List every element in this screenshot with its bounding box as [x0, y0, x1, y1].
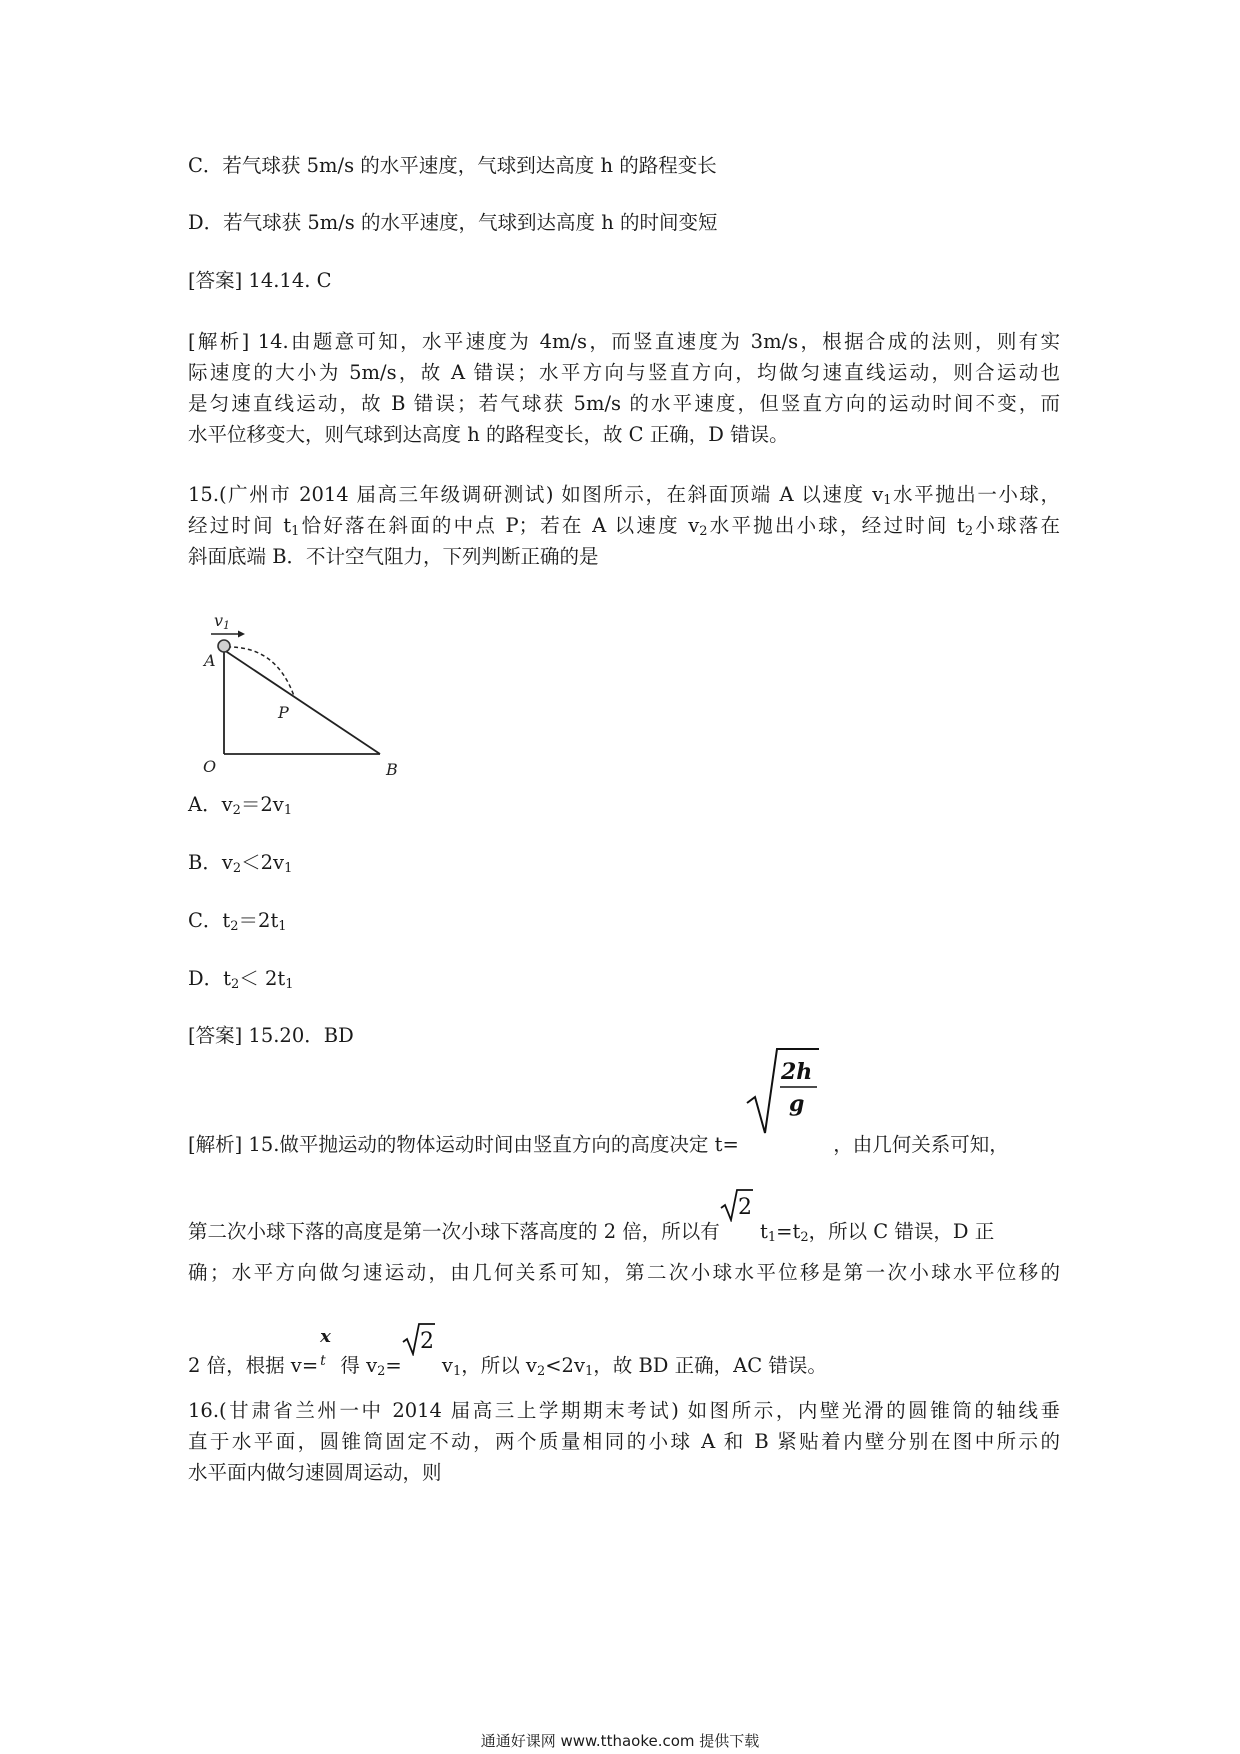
q15-option-a: A．$v_2=2v_1$ [188, 793, 293, 818]
svg-text:g: g [789, 1091, 805, 1117]
q15-stem-line-3: 斜面底端 B．不计空气阻力，下列判断正确的是 [188, 545, 599, 568]
q14-option-c: C．若气球获 5m/s 的水平速度，气球到达高度 h 的路程变长 [188, 154, 717, 177]
q16-stem-line-2: 直于水平面，圆锥筒固定不动，两个质量相同的小球 A 和 B 紧贴着内壁分别在图中所示的 [188, 1430, 1060, 1453]
sqrt-2h-over-g [745, 1059, 821, 1151]
q14-analysis-line-4: 水平位移变大，则气球到达高度 h 的路程变长，故 C 正确，D 错误。 [188, 423, 789, 446]
q14-option-d: D．若气球获 5m/s 的水平速度，气球到达高度 h 的时间变短 [188, 211, 718, 234]
q14-analysis-line-3: 是匀速直线运动，故 B 错误；若气球获 5m/s 的水平速度，但竖直方向的运动时间不变，而 [188, 392, 1060, 415]
q14-answer: [答案] 14.14. C [188, 269, 332, 292]
sqrt-two [720, 1195, 754, 1238]
label-p: P [278, 703, 289, 722]
q16-stem-line-1: 16.(甘肃省兰州一中 2014 届高三上学期期末考试) 如图所示，内壁光滑的圆锥筒的轴线垂 [188, 1399, 1060, 1422]
q15-stem-line-2: 经过时间 $t_1$恰好落在斜面的中点 P；若在 A 以速度 $v_2$水平抛出小球，经过时间 $t_2$小球落在 [188, 514, 1061, 539]
q14-analysis-line-1: [解析] 14.由题意可知，水平速度为 4m/s，而竖直速度为 3m/s，根据合成的法则，则有实 [188, 330, 1060, 353]
label-o: O [203, 757, 217, 776]
q15-option-c: C．$t_2=2t_1$ [188, 909, 287, 934]
incline-side [224, 650, 380, 754]
trajectory-path [227, 647, 294, 696]
q15-analysis-line-4: 2 倍，根据 v= x t 得 $v_2=$ 2 $v_1$，所以 $v_2<2v_1$，故 BD 正确，AC 错误。 [188, 1326, 827, 1379]
label-v1: v1 [214, 611, 231, 632]
ball [218, 640, 230, 652]
q15-stem-line-1: 15.(广州市 2014 届高三年级调研测试) 如图所示，在斜面顶端 A 以速度 $v_1$水平抛出一小球， [188, 483, 1060, 508]
page-footer: 通通好课网 www.tthaoke.com 提供下载 [480, 1732, 760, 1750]
fraction-x-over-t: x t [320, 1326, 331, 1369]
incline-diagram [196, 606, 416, 776]
q15-option-b: B．$v_2<2v_1$ [188, 851, 293, 876]
q15-analysis-line-3: 确；水平方向做匀速运动，由几何关系可知，第二次小球水平位移是第一次小球水平位移的 [188, 1261, 1060, 1284]
velocity-arrow-head [238, 631, 245, 638]
q16-stem-line-3: 水平面内做匀速圆周运动，则 [188, 1461, 442, 1484]
q15-analysis-line-2: 第二次小球下落的高度是第一次小球下落高度的 2 倍，所以有 2 $t_1=t_2$，所以 C 错误，D 正 [188, 1214, 994, 1247]
svg-text:2: 2 [737, 1195, 752, 1220]
q15-analysis-line-1: [解析] 15.做平抛运动的物体运动时间由竖直方向的高度决定 t= 2h g ，由几何关系可知， [188, 1127, 1060, 1160]
q15-answer: [答案] 15.20．BD [188, 1024, 354, 1047]
sqrt-two-2 [402, 1329, 436, 1372]
incline-figure [196, 606, 416, 776]
q15-option-d: D．$t_2< 2t_1$ [188, 967, 294, 992]
svg-text:2h: 2h [781, 1059, 813, 1085]
label-a: A [204, 651, 216, 670]
q14-analysis-line-2: 际速度的大小为 5m/s，故 A 错误；水平方向与竖直方向，均做匀速直线运动，则合运动也 [188, 361, 1060, 384]
svg-text:2: 2 [419, 1329, 434, 1354]
label-b: B [386, 760, 398, 776]
